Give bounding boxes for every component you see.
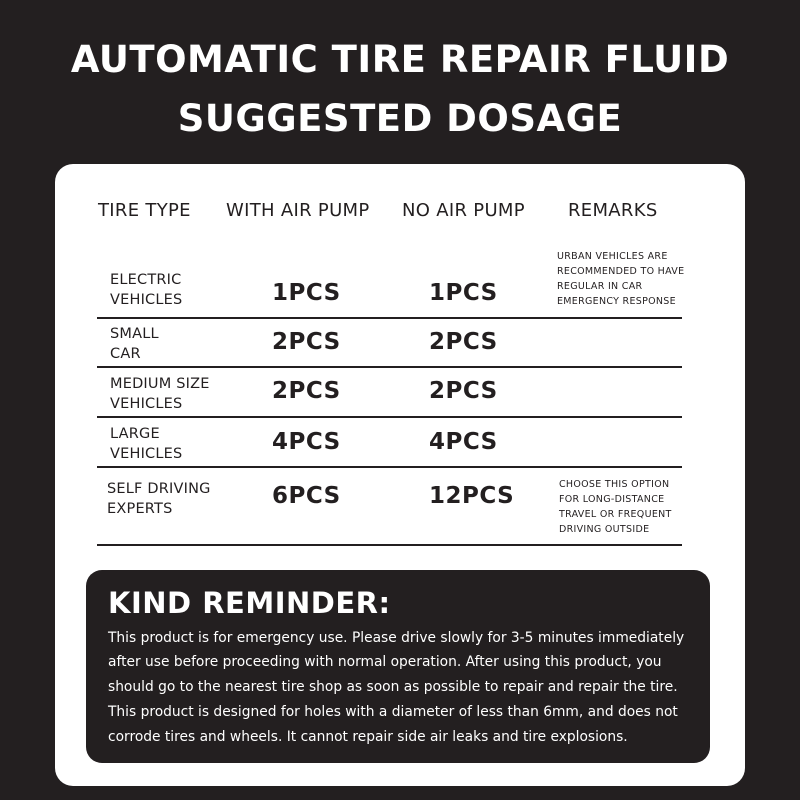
reminder-text-line: after use before proceeding with normal operation. After using this product, you xyxy=(108,654,662,670)
value-no-pump-medium: 2PCS xyxy=(429,378,498,404)
page-subtitle: SUGGESTED DOSAGE xyxy=(177,97,623,140)
row-label-self-driving: SELF DRIVING EXPERTS xyxy=(107,481,211,517)
reminder-text-line: This product is for emergency use. Please drive slowly for 3-5 minutes immediately xyxy=(108,630,685,646)
value-no-pump-electric: 1PCS xyxy=(429,280,498,306)
value-no-pump-self-driving: 12PCS xyxy=(429,483,515,509)
remark-electric: URBAN VEHICLES ARE RECOMMENDED TO HAVE REGULAR IN CAR EMERGENCY RESPONSE xyxy=(557,251,685,307)
header-no-air-pump: NO AIR PUMP xyxy=(402,200,525,221)
row-label-large-vehicles: LARGE VEHICLES xyxy=(110,426,183,462)
reminder-title: KIND REMINDER: xyxy=(108,586,391,620)
row-divider xyxy=(97,466,682,468)
value-no-pump-large: 4PCS xyxy=(429,429,498,455)
header-remarks: REMARKS xyxy=(568,200,658,221)
header-tire-type: TIRE TYPE xyxy=(98,200,191,221)
reminder-text-line: This product is designed for holes with a diameter of less than 6mm, and does not xyxy=(108,704,678,720)
row-label-electric-vehicles: ELECTRIC VEHICLES xyxy=(110,272,183,308)
reminder-text-line: should go to the nearest tire shop as soon as possible to repair and repair the tire. xyxy=(108,679,678,695)
value-no-pump-small-car: 2PCS xyxy=(429,329,498,355)
row-label-medium-vehicles: MEDIUM SIZE VEHICLES xyxy=(110,376,210,412)
header-with-air-pump: WITH AIR PUMP xyxy=(226,200,370,221)
page-title: AUTOMATIC TIRE REPAIR FLUID xyxy=(70,38,730,81)
row-divider xyxy=(97,416,682,418)
kind-reminder-box xyxy=(86,570,710,763)
reminder-text-line: corrode tires and wheels. It cannot repair side air leaks and tire explosions. xyxy=(108,729,628,745)
value-with-pump-medium: 2PCS xyxy=(272,378,341,404)
value-with-pump-electric: 1PCS xyxy=(272,280,341,306)
row-label-small-car: SMALL CAR xyxy=(110,326,159,362)
table-bottom-border xyxy=(97,544,682,546)
remark-self-driving: CHOOSE THIS OPTION FOR LONG-DISTANCE TRAVEL OR FREQUENT DRIVING OUTSIDE xyxy=(559,479,672,535)
row-divider xyxy=(97,366,682,368)
value-with-pump-large: 4PCS xyxy=(272,429,341,455)
value-with-pump-self-driving: 6PCS xyxy=(272,483,341,509)
row-divider xyxy=(97,317,682,319)
value-with-pump-small-car: 2PCS xyxy=(272,329,341,355)
